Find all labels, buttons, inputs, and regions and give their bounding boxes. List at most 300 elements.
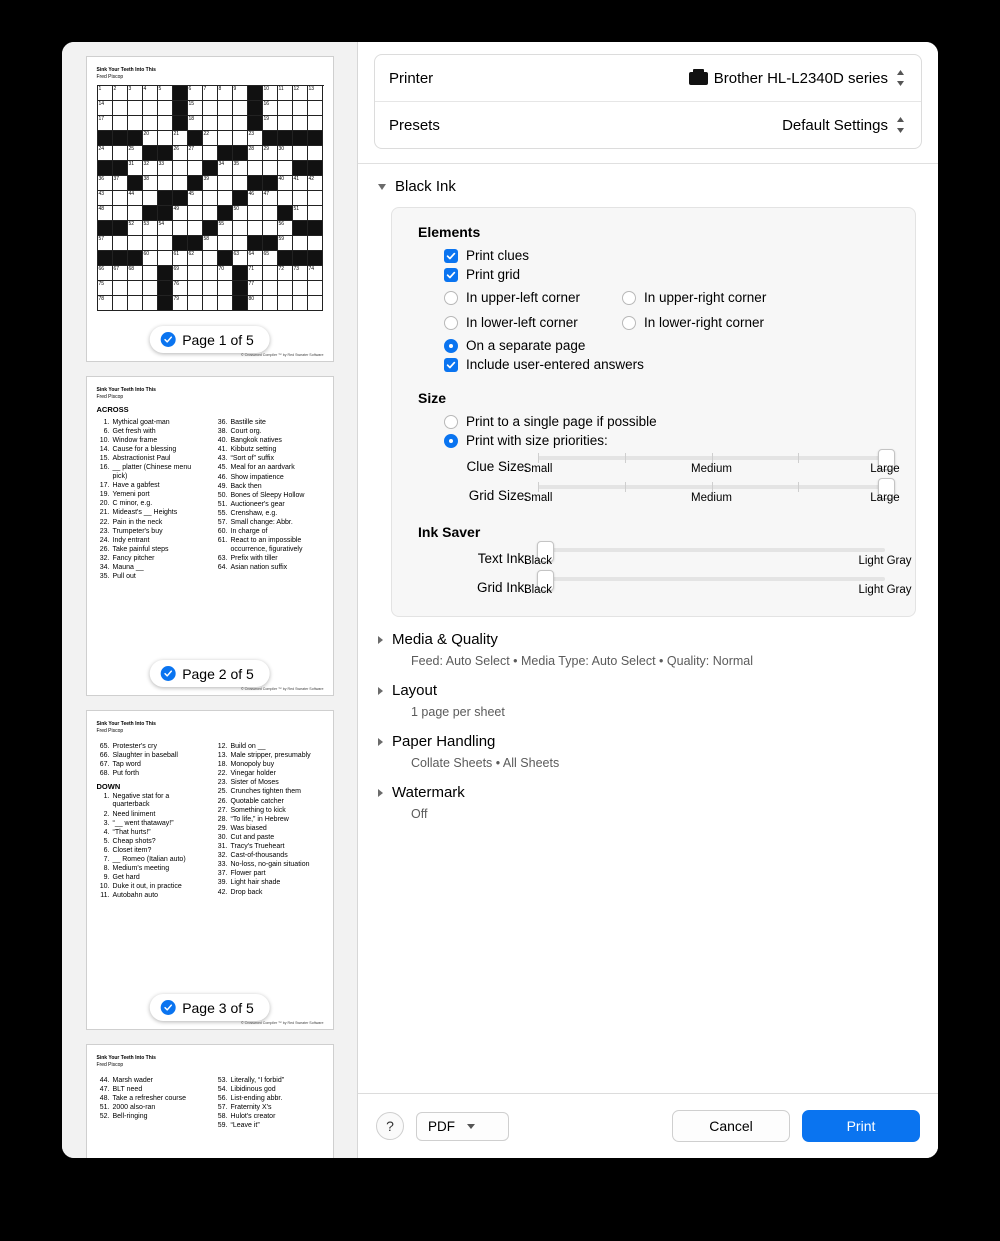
clue-number: 12. <box>217 743 228 750</box>
clue-number: 10. <box>99 437 110 445</box>
grid-ink-max-label: Light Gray <box>858 584 912 596</box>
page-badge-3[interactable] <box>149 994 270 1021</box>
printer-icon <box>689 72 708 85</box>
clue-item <box>97 500 205 509</box>
clue-number: 22. <box>99 518 110 526</box>
clue-item <box>215 501 323 510</box>
printer-value-group[interactable] <box>689 65 907 91</box>
clue-number: 22. <box>217 770 228 778</box>
grid-size-min-label: Small <box>523 492 553 504</box>
preview-page-4[interactable] <box>86 1044 334 1158</box>
clue-text: Crenshaw, e.g. <box>230 509 278 517</box>
clue-text: BLT need <box>112 1086 143 1094</box>
grid-size-scale <box>523 492 900 506</box>
clue-number: 2. <box>103 810 110 818</box>
clue-item <box>215 1113 323 1122</box>
clue-number: 19. <box>99 491 110 499</box>
clue-text: Take a refresher course <box>112 1095 187 1103</box>
presets-stepper-icon[interactable] <box>894 112 907 138</box>
print-grid-row[interactable] <box>444 267 897 282</box>
clue-item <box>97 743 205 752</box>
clue-text: Get fresh with <box>112 428 156 436</box>
clue-number: 59. <box>217 1122 228 1130</box>
radio-upper-left-label: In upper-left corner <box>466 290 581 305</box>
clue-number: 36. <box>217 419 228 426</box>
chevron-right-icon[interactable] <box>378 789 383 797</box>
radio-separate-page-label: On a separate page <box>466 338 586 353</box>
clue-text: 2000 also-ran <box>112 1104 156 1112</box>
clue-text: Show impatience <box>230 473 284 481</box>
grid-ink-label: Grid Ink: <box>476 580 528 595</box>
clue-number: 33. <box>217 861 228 869</box>
clue-text: Cast-of-thousands <box>230 852 288 860</box>
clue-size-slider[interactable] <box>523 456 900 477</box>
clue-number: 13. <box>217 752 228 760</box>
clue-number: 26. <box>217 797 228 805</box>
clue-text: Put forth <box>112 770 139 778</box>
page-badge-label-3: Page 3 of 5 <box>182 999 254 1016</box>
clue-text: Fraternity X's <box>230 1104 272 1112</box>
radio-row-single-page[interactable] <box>444 414 897 429</box>
clue-text: Duke it out, in practice <box>112 883 182 891</box>
clue-text: Closet item? <box>112 846 152 854</box>
checkbox-include-answers[interactable] <box>444 358 458 372</box>
clue-text: Light hair shade <box>230 879 281 887</box>
collapsed-sections <box>358 617 938 821</box>
radio-row-lower-left[interactable] <box>444 315 622 330</box>
clue-item <box>97 829 205 838</box>
preview-doc-header-4 <box>97 1055 323 1069</box>
clue-number: 8. <box>103 865 110 873</box>
clue-size-slider-row[interactable] <box>410 456 900 477</box>
clue-text: Cut and paste <box>230 833 275 841</box>
clue-text: List-ending abbr. <box>230 1095 283 1103</box>
clue-number: 49. <box>217 482 228 490</box>
grid-position-options <box>444 286 897 334</box>
clue-number: 10. <box>99 883 110 891</box>
radio-row-size-priorities[interactable] <box>444 433 897 448</box>
clue-text: Literally, “I forbid” <box>230 1077 285 1084</box>
clue-number: 16. <box>99 464 110 472</box>
clue-item <box>215 816 323 825</box>
clue-text: Tracy's Trueheart <box>230 843 285 851</box>
pdf-button[interactable] <box>416 1112 509 1141</box>
clue-item <box>97 838 205 847</box>
clue-text: Bell-ringing <box>112 1113 148 1121</box>
clue-item <box>215 834 323 843</box>
clue-item <box>97 761 205 770</box>
preview-page-1[interactable] <box>86 56 334 362</box>
clue-text: “Sort of” suffix <box>230 455 274 463</box>
section-paper-handling-summary: Collate Sheets • All Sheets <box>411 756 560 770</box>
clue-number: 58. <box>217 1113 228 1121</box>
clue-text: “Leave it” <box>230 1122 260 1130</box>
clue-size-mid-label: Medium <box>691 463 732 475</box>
grid-size-slider-row[interactable] <box>410 485 900 506</box>
text-ink-track[interactable] <box>538 548 885 552</box>
clue-text: Tap word <box>112 761 141 769</box>
page-badge-1[interactable] <box>149 326 270 353</box>
clue-item <box>215 1104 323 1113</box>
clue-text: Indy entrant <box>112 536 150 544</box>
clue-number: 23. <box>217 779 228 787</box>
clue-item <box>215 889 323 898</box>
clue-item <box>97 455 205 464</box>
preview-page-3[interactable] <box>86 710 334 1030</box>
clue-text: Male stripper, presumably <box>230 752 311 760</box>
clue-size-scale <box>523 463 900 477</box>
clue-item <box>215 861 323 870</box>
section-black-ink[interactable] <box>358 164 938 199</box>
clue-text: Have a gabfest <box>112 482 160 490</box>
clue-text: Protester's cry <box>112 743 158 750</box>
clue-item <box>97 437 205 446</box>
clue-text: Monopoly buy <box>230 761 275 769</box>
clue-text: Take painful steps <box>112 545 169 553</box>
clue-item <box>97 446 205 455</box>
clue-text: Asian nation suffix <box>230 564 288 571</box>
clue-number: 11. <box>100 892 110 900</box>
clue-number: 3. <box>103 819 110 827</box>
clue-number: 26. <box>99 545 110 553</box>
clue-column-left-3 <box>97 743 205 902</box>
clue-text: Window frame <box>112 437 158 445</box>
print-button[interactable]: Print <box>802 1110 920 1142</box>
clue-text: Negative stat for a quarterback <box>112 792 170 809</box>
radio-upper-right[interactable] <box>622 291 636 305</box>
grid-ink-min-label: Black <box>523 584 553 596</box>
clue-number: 51. <box>99 1104 110 1112</box>
clue-item <box>215 843 323 852</box>
preview-doc-author-4: Fred Piscop <box>96 1062 124 1068</box>
clue-number: 25. <box>217 788 228 796</box>
clue-column-right-2 <box>215 419 323 582</box>
grid-size-mid-label: Medium <box>691 492 732 504</box>
clue-item <box>215 455 323 464</box>
clue-text: In charge of <box>230 528 268 536</box>
checkbox-print-grid[interactable] <box>444 268 458 282</box>
clue-text: __ Romeo (Italian auto) <box>112 856 186 864</box>
clue-text: Bones of Sleepy Hollow <box>230 491 305 499</box>
clue-text: Trumpeter's buy <box>112 527 163 535</box>
clue-item <box>97 537 205 546</box>
clue-text: Mythical goat-man <box>112 419 170 426</box>
clue-number: 1. <box>103 419 110 426</box>
clue-text: Libidinous god <box>230 1086 276 1094</box>
radio-lower-left-label: In lower-left corner <box>466 315 578 330</box>
clue-item <box>215 825 323 834</box>
clue-number: 20. <box>99 500 110 508</box>
clue-item <box>215 779 323 788</box>
clue-text: “To life,” in Hebrew <box>230 815 289 823</box>
clue-number: 34. <box>99 564 110 571</box>
clue-item <box>97 793 205 810</box>
clue-number: 57. <box>217 519 228 527</box>
presets-label: Presets <box>389 116 440 134</box>
clue-number: 41. <box>217 446 228 454</box>
clue-number: 51. <box>217 500 228 508</box>
clue-item <box>215 1095 323 1104</box>
clue-text: Sister of Moses <box>230 779 279 787</box>
radio-single-page-label: Print to a single page if possible <box>466 414 657 429</box>
pdf-button-label: PDF <box>428 1118 455 1134</box>
clue-text: Meal for an aardvark <box>230 464 295 472</box>
clue-item <box>215 798 323 807</box>
include-answers-row[interactable] <box>444 357 897 372</box>
print-clues-label: Print clues <box>466 248 530 263</box>
chevron-down-icon[interactable] <box>378 184 386 190</box>
text-ink-min-label: Black <box>523 555 553 567</box>
clue-item <box>97 1086 205 1095</box>
printer-row[interactable] <box>375 55 921 101</box>
clue-text: No-loss, no-gain situation <box>230 861 310 869</box>
clue-text: Court org. <box>230 428 262 436</box>
section-watermark-label: Watermark <box>392 784 465 801</box>
cancel-button[interactable]: Cancel <box>672 1110 790 1142</box>
print-grid-label: Print grid <box>466 267 521 282</box>
help-button[interactable]: ? <box>376 1112 404 1140</box>
clue-number: 48. <box>99 1095 110 1103</box>
clue-text: Auctioneer's gear <box>230 500 285 508</box>
clue-text: Autobahn auto <box>112 892 159 900</box>
clue-number: 53. <box>217 1077 228 1084</box>
clue-item <box>97 1113 205 1122</box>
clue-text: Hulot's creator <box>230 1113 276 1121</box>
clue-item <box>97 752 205 761</box>
clue-item <box>215 483 323 492</box>
clue-text: Drop back <box>230 888 263 896</box>
clue-number: 14. <box>99 446 110 454</box>
clue-number: 17. <box>99 482 110 490</box>
clue-text: Flower part <box>230 870 266 878</box>
radio-size-priorities[interactable] <box>444 434 458 448</box>
clue-item <box>215 1086 323 1095</box>
clue-item <box>97 528 205 537</box>
presets-value-group[interactable] <box>782 112 907 138</box>
clue-text: Build on __ <box>230 743 266 750</box>
radio-row-lower-right[interactable] <box>622 315 897 330</box>
clue-item <box>215 464 323 473</box>
clue-item <box>215 879 323 888</box>
clue-item <box>97 482 205 491</box>
clue-number: 1. <box>103 792 110 800</box>
clue-text: “That hurts!” <box>112 828 151 836</box>
preview-credit-3: © Crossword Compiler ™ by Red Sweater Software <box>240 1021 324 1025</box>
clue-number: 68. <box>99 770 110 778</box>
clue-number: 52. <box>99 1113 110 1121</box>
radio-upper-left[interactable] <box>444 291 458 305</box>
clue-number: 55. <box>217 509 228 517</box>
clue-text: Pull out <box>112 573 136 581</box>
clue-number: 7. <box>103 856 110 864</box>
clue-column-left-4 <box>97 1077 205 1132</box>
clue-item <box>97 820 205 829</box>
clue-number: 9. <box>103 874 110 882</box>
clue-text: Small change: Abbr. <box>230 519 293 527</box>
clue-size-track[interactable] <box>538 456 885 460</box>
clue-text: Slaughter in baseball <box>112 752 178 760</box>
clue-number: 27. <box>217 806 228 814</box>
clue-number: 47. <box>99 1086 110 1094</box>
clue-number: 46. <box>217 473 228 481</box>
grid-size-label: Grid Size: <box>468 488 528 503</box>
clue-item <box>97 856 205 865</box>
section-layout-summary: 1 page per sheet <box>411 705 505 719</box>
printer-stepper-icon[interactable] <box>894 65 907 91</box>
section-media-quality-summary: Feed: Auto Select • Media Type: Auto Select • Quality: Normal <box>411 654 754 668</box>
section-paper-handling[interactable] <box>378 719 922 754</box>
chevron-right-icon[interactable] <box>378 738 383 746</box>
clue-text: Mideast's __ Heights <box>112 509 178 517</box>
grid-ink-slider-row[interactable] <box>410 577 912 598</box>
printer-presets-box <box>374 54 922 149</box>
radio-row-upper-left[interactable] <box>444 290 622 305</box>
clue-item <box>97 419 205 428</box>
clue-item <box>97 874 205 883</box>
clues-heading-across: ACROSS <box>96 405 129 414</box>
clue-item <box>215 510 323 519</box>
section-media-quality-label: Media & Quality <box>392 631 498 648</box>
clue-item <box>215 752 323 761</box>
grid-size-slider[interactable] <box>523 485 900 506</box>
clue-number: 18. <box>217 761 228 769</box>
clue-number: 21. <box>99 509 110 517</box>
clue-text: C minor, e.g. <box>112 500 153 508</box>
clue-number: 6. <box>103 428 110 436</box>
clue-item <box>215 492 323 501</box>
clue-item <box>97 573 205 582</box>
clue-text: Mauna __ <box>112 564 144 571</box>
clue-item <box>97 1104 205 1113</box>
clue-text: Marsh wader <box>112 1077 153 1084</box>
crossword-grid: 1 2 3 4 5 6 7 8 9 10 11 12 13 14 15 16 17 18 19 20 21 22 23 24 25 26 27 28 29 30 31 32 33 34 35 36 37 38 39 40 41 42 43 44 45 46 47 48 49 50 51 52 53 54 55 56 57 58 59 60 61 62 63 64 65 66 67 68 69 70 71 72 73 74 75 76 77 78 79 80 <box>97 85 324 311</box>
dialog-footer <box>358 1093 938 1158</box>
radio-row-separate-page[interactable] <box>444 338 897 353</box>
clue-text: Get hard <box>112 874 140 882</box>
clue-item <box>97 464 205 481</box>
presets-value: Default Settings <box>782 116 888 134</box>
clue-item <box>215 428 323 437</box>
printer-value: Brother HL-L2340D series <box>713 69 888 87</box>
section-media-quality[interactable] <box>378 617 922 652</box>
text-ink-slider[interactable] <box>523 548 912 569</box>
clue-number: 23. <box>99 527 110 535</box>
clues-heading-down: DOWN <box>96 781 121 791</box>
grid-ink-scale <box>523 584 912 598</box>
clue-item <box>215 1122 323 1131</box>
section-layout[interactable] <box>378 668 922 703</box>
radio-lower-left[interactable] <box>444 316 458 330</box>
clue-number: 45. <box>217 464 228 472</box>
print-preview-pane[interactable] <box>62 42 358 1158</box>
clue-text: Fancy pitcher <box>112 554 155 562</box>
grid-ink-track[interactable] <box>538 577 885 581</box>
page-badge-2[interactable] <box>149 660 270 687</box>
clue-text: Was biased <box>230 824 267 832</box>
preview-page-2[interactable] <box>86 376 334 696</box>
checkmark-icon <box>160 332 175 347</box>
preview-doc-title-3: Sink Your Teeth Into This <box>96 721 156 727</box>
clue-number: 43. <box>217 455 228 463</box>
print-clues-row[interactable] <box>444 248 897 263</box>
radio-upper-right-label: In upper-right corner <box>644 290 767 305</box>
page-badge-label-2: Page 2 of 5 <box>182 665 254 682</box>
clue-number: 32. <box>99 554 110 562</box>
clue-column-right-3 <box>215 743 323 902</box>
clue-item <box>215 528 323 537</box>
clue-item <box>215 870 323 879</box>
clue-item <box>97 555 205 564</box>
clue-number: 38. <box>217 428 228 436</box>
radio-size-priorities-label: Print with size priorities: <box>466 433 608 448</box>
clue-item <box>215 555 323 564</box>
text-ink-slider-row[interactable] <box>410 548 912 569</box>
preview-doc-author-3: Fred Piscop <box>96 728 124 734</box>
clue-number: 28. <box>217 815 228 823</box>
clue-item <box>215 743 323 752</box>
clue-item <box>215 446 323 455</box>
preview-credit-2: © Crossword Compiler ™ by Red Sweater Software <box>240 687 324 691</box>
printer-label: Printer <box>389 69 434 87</box>
grid-size-track[interactable] <box>538 485 885 489</box>
clue-text: “__ went thataway!” <box>112 819 174 827</box>
clue-item <box>97 883 205 892</box>
clue-number: 40. <box>217 437 228 445</box>
clue-text: Need liniment <box>112 810 156 818</box>
clue-item <box>215 788 323 797</box>
section-watermark[interactable] <box>378 770 922 805</box>
clue-item <box>97 519 205 528</box>
clue-item <box>215 519 323 528</box>
text-ink-scale <box>523 555 912 569</box>
clue-number: 15. <box>99 455 110 463</box>
clue-item <box>97 770 205 779</box>
presets-row[interactable] <box>375 101 921 148</box>
clue-text: Bangkok natives <box>230 437 282 445</box>
clue-text: Kibbutz setting <box>230 446 277 454</box>
preview-doc-header <box>97 67 323 81</box>
chevron-down-icon[interactable] <box>467 1124 475 1129</box>
clue-number: 44. <box>99 1077 110 1084</box>
clue-text: Cause for a blessing <box>112 446 177 454</box>
clue-number: 67. <box>99 761 110 769</box>
clue-number: 5. <box>103 837 110 845</box>
clue-text: Medium's meeting <box>112 865 170 873</box>
clue-number: 32. <box>217 852 228 860</box>
section-layout-label: Layout <box>392 682 438 699</box>
radio-lower-right[interactable] <box>622 316 636 330</box>
chevron-right-icon[interactable] <box>378 687 383 695</box>
clue-text: Cheap shots? <box>112 837 156 845</box>
clue-item <box>215 1077 323 1086</box>
elements-group-title: Elements <box>418 224 481 240</box>
preview-doc-title: Sink Your Teeth Into This <box>96 67 156 73</box>
checkbox-print-clues[interactable] <box>444 249 458 263</box>
chevron-right-icon[interactable] <box>378 636 383 644</box>
radio-separate-page[interactable] <box>444 339 458 353</box>
clue-item <box>97 546 205 555</box>
clue-number: 65. <box>99 743 110 750</box>
clue-number: 61. <box>217 537 228 545</box>
settings-scroll-area[interactable] <box>358 164 938 1093</box>
grid-ink-slider[interactable] <box>523 577 912 598</box>
clue-size-min-label: Small <box>523 463 553 475</box>
radio-row-upper-right[interactable] <box>622 290 897 305</box>
clue-number: 54. <box>217 1086 228 1094</box>
grid-size-max-label: Large <box>870 492 900 504</box>
clue-text: Bastille site <box>230 419 266 426</box>
radio-single-page[interactable] <box>444 415 458 429</box>
